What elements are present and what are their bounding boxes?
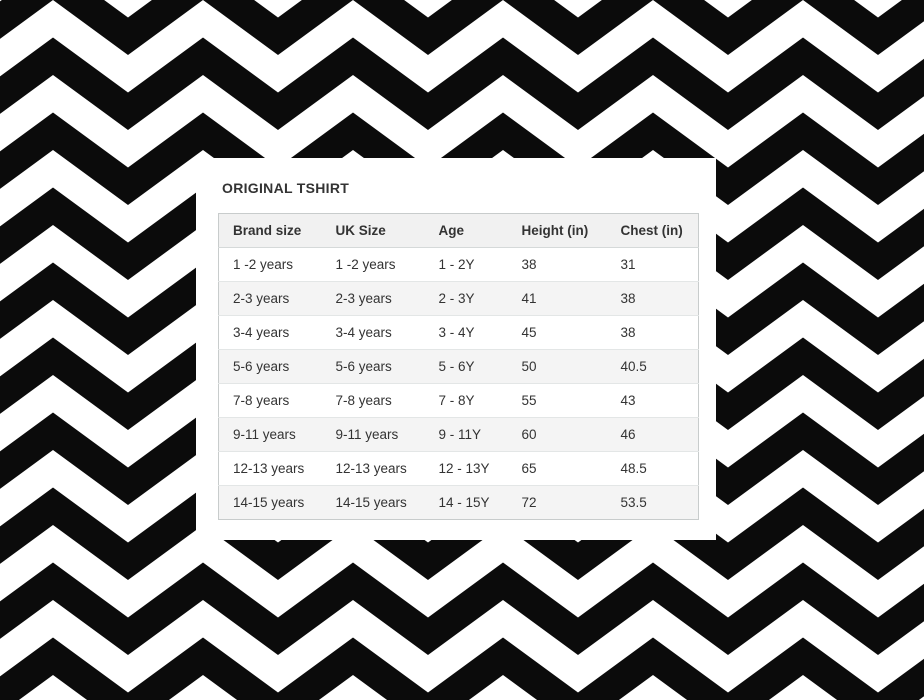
column-header-chest-in: Chest (in) [607,214,699,248]
cell-height-in: 45 [508,316,607,350]
table-row [219,316,699,350]
cell-age: 12 - 13Y [425,452,508,486]
column-header-height-in: Height (in) [508,214,607,248]
cell-uk-size: 9-11 years [322,418,425,452]
size-chart-card [196,158,716,540]
table-row [219,418,699,452]
column-header-brand-size: Brand size [219,214,322,248]
cell-chest-in: 31 [607,248,699,282]
cell-chest-in: 40.5 [607,350,699,384]
cell-age: 2 - 3Y [425,282,508,316]
cell-chest-in: 43 [607,384,699,418]
cell-brand-size: 9-11 years [219,418,322,452]
cell-height-in: 60 [508,418,607,452]
column-header-age: Age [425,214,508,248]
cell-brand-size: 12-13 years [219,452,322,486]
cell-age: 14 - 15Y [425,486,508,520]
cell-uk-size: 12-13 years [322,452,425,486]
cell-chest-in: 38 [607,282,699,316]
cell-uk-size: 5-6 years [322,350,425,384]
cell-age: 5 - 6Y [425,350,508,384]
cell-age: 7 - 8Y [425,384,508,418]
cell-height-in: 38 [508,248,607,282]
cell-age: 3 - 4Y [425,316,508,350]
cell-uk-size: 1 -2 years [322,248,425,282]
cell-brand-size: 5-6 years [219,350,322,384]
table-row [219,384,699,418]
cell-height-in: 55 [508,384,607,418]
cell-uk-size: 2-3 years [322,282,425,316]
cell-uk-size: 7-8 years [322,384,425,418]
size-chart-title: ORIGINAL TSHIRT [222,180,350,196]
cell-height-in: 50 [508,350,607,384]
cell-height-in: 72 [508,486,607,520]
column-header-uk-size: UK Size [322,214,425,248]
cell-chest-in: 53.5 [607,486,699,520]
cell-age: 1 - 2Y [425,248,508,282]
cell-brand-size: 14-15 years [219,486,322,520]
cell-uk-size: 14-15 years [322,486,425,520]
table-row [219,350,699,384]
cell-brand-size: 2-3 years [219,282,322,316]
table-row [219,282,699,316]
cell-brand-size: 1 -2 years [219,248,322,282]
size-chart-table [218,213,699,520]
cell-brand-size: 7-8 years [219,384,322,418]
cell-chest-in: 38 [607,316,699,350]
cell-uk-size: 3-4 years [322,316,425,350]
cell-chest-in: 48.5 [607,452,699,486]
cell-height-in: 41 [508,282,607,316]
table-header-row [219,214,699,248]
table-row [219,248,699,282]
cell-chest-in: 46 [607,418,699,452]
cell-brand-size: 3-4 years [219,316,322,350]
table-row [219,486,699,520]
table-row [219,452,699,486]
cell-age: 9 - 11Y [425,418,508,452]
cell-height-in: 65 [508,452,607,486]
